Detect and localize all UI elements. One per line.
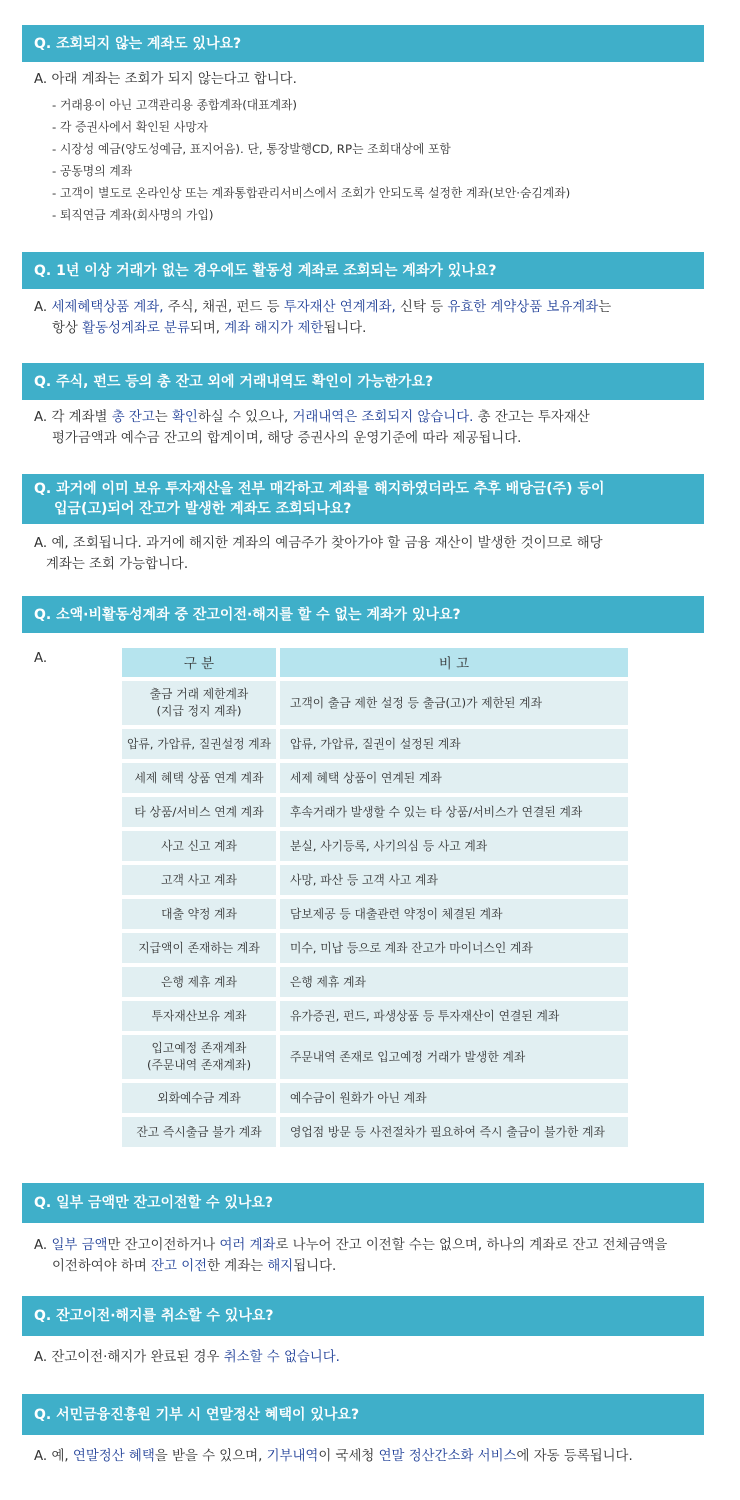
question-text: 입금(고)되어 잔고가 발생한 계좌도 조회되나요? [54, 501, 352, 517]
list-item: - 고객이 별도로 온라인상 또는 계좌통합관리서비스에서 조회가 안되도록 설정한 계좌(보안·숨김계좌) [52, 186, 571, 200]
highlight-text: 기부내역 [266, 1449, 319, 1464]
answer-text: 되며, [189, 321, 225, 336]
list-item: - 공동명의 계좌 [52, 164, 133, 178]
remark-cell: 예수금이 원화가 아닌 계좌 [280, 1083, 628, 1113]
question-text: Q. 잔고이전·해지를 취소할 수 있나요? [34, 1308, 274, 1324]
remark-cell: 세제 혜택 상품이 연계된 계좌 [280, 763, 628, 793]
table-row [122, 1083, 628, 1113]
faq-answer-6 [34, 1235, 710, 1277]
list-item: - 각 증권사에서 확인된 사망자 [52, 120, 209, 134]
answer-text: 평가금액과 예수금 잔고의 합계이며, 해당 증권사의 운영기준에 따라 제공됩니다. [52, 431, 522, 446]
answer-line [34, 428, 710, 449]
remark-cell: 미수, 미납 등으로 계좌 잔고가 마이너스인 계좌 [280, 933, 628, 963]
faq-question-5 [22, 596, 704, 633]
answer-text: 이 국세청 [318, 1449, 379, 1464]
category-subtext: (주문내역 존재계좌) [146, 1058, 252, 1072]
question-text: Q. 과거에 이미 보유 투자재산을 전부 매각하고 계좌를 해지하였더라도 추후 배당금(주) 등이 [34, 481, 605, 497]
table-row [122, 797, 628, 827]
table-row [122, 831, 628, 861]
faq-question-7 [22, 1296, 704, 1336]
faq-answer-3 [34, 407, 710, 449]
answer-line [34, 1347, 710, 1368]
answer-text: A. 아래 계좌는 조회가 되지 않는다고 합니다. [34, 72, 297, 87]
category-cell: 고객 사고 계좌 [122, 865, 276, 895]
faq-question-1 [22, 25, 704, 62]
answer-text: 항상 [52, 321, 83, 336]
table-row [122, 865, 628, 895]
category-cell [122, 1035, 276, 1079]
faq-question-6 [22, 1183, 704, 1223]
table-row [122, 1001, 628, 1031]
category-cell: 투자재산보유 계좌 [122, 1001, 276, 1031]
non-queried-account-list [52, 94, 570, 226]
remark-cell: 압류, 가압류, 질권이 설정된 계좌 [280, 729, 628, 759]
answer-text: 한 계좌는 [207, 1259, 268, 1274]
highlight-text: 유효한 계약상품 보유계좌 [447, 300, 599, 315]
answer-text: 총 잔고는 투자재산 [473, 410, 590, 425]
answer-text: A. 예, [34, 1449, 73, 1464]
table-row [122, 1035, 628, 1079]
table-row [122, 729, 628, 759]
answer-text: 만 잔고이전하거나 [107, 1238, 220, 1253]
faq-question-4 [22, 474, 704, 524]
faq-answer-1 [34, 69, 710, 90]
answer-text: 주식, 채권, 펀드 등 [163, 300, 284, 315]
answer-text: 을 받을 수 있으며, [154, 1449, 267, 1464]
answer-text: 이전하여야 하며 [52, 1259, 152, 1274]
table-header: 구 분 [122, 648, 276, 677]
answer-line [34, 297, 710, 318]
table-header-row [122, 648, 628, 677]
highlight-text: 투자재산 연계계좌, [283, 300, 396, 315]
restricted-accounts-table [118, 644, 632, 1151]
answer-line [34, 318, 710, 339]
table-row [122, 763, 628, 793]
table-header: 비 고 [280, 648, 628, 677]
remark-cell: 담보제공 등 대출관련 약정이 체결된 계좌 [280, 899, 628, 929]
remark-cell: 고객이 출금 제한 설정 등 출금(고)가 제한된 계좌 [280, 681, 628, 725]
category-cell [122, 681, 276, 725]
highlight-text: 거래내역은 조회되지 않습니다. [292, 410, 474, 425]
highlight-text: 연말 정산간소화 서비스 [378, 1449, 517, 1464]
highlight-text: 확인 [171, 410, 198, 425]
answer-text: A. [34, 1238, 52, 1253]
category-cell: 은행 제휴 계좌 [122, 967, 276, 997]
remark-cell: 후속거래가 발생할 수 있는 타 상품/서비스가 연결된 계좌 [280, 797, 628, 827]
answer-prefix: A. [34, 300, 52, 315]
answer-text: 는 [598, 300, 612, 315]
category-cell: 대출 약정 계좌 [122, 899, 276, 929]
category-cell: 외화예수금 계좌 [122, 1083, 276, 1113]
highlight-text: 일부 금액 [51, 1238, 108, 1253]
category-text: 출금 거래 제한계좌 [149, 687, 249, 701]
highlight-text: 취소할 수 없습니다. [223, 1350, 340, 1365]
answer-text: 로 나누어 잔고 이전할 수는 없으며, 하나의 계좌로 잔고 전체금액을 [275, 1238, 668, 1253]
faq-question-3 [22, 363, 704, 400]
category-subtext: (지급 정지 계좌) [156, 704, 242, 718]
answer-line [34, 1256, 710, 1277]
highlight-text: 잔고 이전 [151, 1259, 208, 1274]
category-cell: 타 상품/서비스 연계 계좌 [122, 797, 276, 827]
table-row [122, 681, 628, 725]
remark-cell: 유가증권, 펀드, 파생상품 등 투자재산이 연결된 계좌 [280, 1001, 628, 1031]
faq-question-2 [22, 252, 704, 289]
answer-line [34, 1235, 710, 1256]
answer-text: A. 예, 조회됩니다. 과거에 해지한 계좌의 예금주가 찾아가야 할 금융 재산이 발생한 것이므로 해당 [34, 536, 603, 551]
category-cell: 지급액이 존재하는 계좌 [122, 933, 276, 963]
list-item: - 거래용이 아닌 고객관리용 종합계좌(대표계좌) [52, 98, 297, 112]
answer-text: 는 [154, 410, 172, 425]
faq-question-8 [22, 1394, 704, 1435]
answer-text: 에 자동 등록됩니다. [516, 1449, 633, 1464]
question-text: Q. 조회되지 않는 계좌도 있나요? [34, 35, 242, 52]
highlight-text: 해지 [267, 1259, 294, 1274]
faq-answer-4 [34, 533, 710, 575]
category-text: 입고예정 존재계좌 [151, 1041, 247, 1055]
answer-text: 계좌는 조회 가능합니다. [46, 557, 189, 572]
highlight-text: 총 잔고 [111, 410, 155, 425]
highlight-text: 여러 계좌 [219, 1238, 276, 1253]
remark-cell: 주문내역 존재로 입고예정 거래가 발생한 계좌 [280, 1035, 628, 1079]
answer-line [34, 407, 710, 428]
answer-text: 됩니다. [293, 1259, 337, 1274]
question-text: Q. 소액·비활동성계좌 중 잔고이전·해지를 할 수 없는 계좌가 있나요? [34, 606, 461, 623]
faq-answer-7 [34, 1347, 710, 1368]
highlight-text: 계좌 해지가 제한 [224, 321, 324, 336]
remark-cell: 은행 제휴 계좌 [280, 967, 628, 997]
faq-answer-8 [34, 1446, 710, 1467]
answer-label: A. [34, 651, 48, 666]
category-cell: 사고 신고 계좌 [122, 831, 276, 861]
list-item: - 퇴직연금 계좌(회사명의 가입) [52, 208, 214, 222]
category-cell: 압류, 가압류, 질권설정 계좌 [122, 729, 276, 759]
question-text: Q. 서민금융진흥원 기부 시 연말정산 혜택이 있나요? [34, 1406, 360, 1423]
question-text: Q. 1년 이상 거래가 없는 경우에도 활동성 계좌로 조회되는 계좌가 있나요? [34, 262, 497, 279]
remark-cell: 분실, 사기등록, 사기의심 등 사고 계좌 [280, 831, 628, 861]
answer-line [34, 1446, 710, 1467]
remark-cell: 영업점 방문 등 사전절차가 필요하여 즉시 출금이 불가한 계좌 [280, 1117, 628, 1147]
table-row [122, 933, 628, 963]
highlight-text: 활동성계좌로 분류 [82, 321, 190, 336]
faq-answer-2 [34, 297, 710, 339]
highlight-text: 세제혜택상품 계좌, [51, 300, 164, 315]
table-row [122, 899, 628, 929]
category-cell: 잔고 즉시출금 불가 계좌 [122, 1117, 276, 1147]
answer-text: 하실 수 있으나, [197, 410, 293, 425]
answer-text: 됩니다. [323, 321, 367, 336]
answer-text: A. 잔고이전·해지가 완료된 경우 [34, 1350, 224, 1365]
remark-cell: 사망, 파산 등 고객 사고 계좌 [280, 865, 628, 895]
answer-text: A. 각 계좌별 [34, 410, 112, 425]
category-cell: 세제 혜택 상품 연계 계좌 [122, 763, 276, 793]
answer-text: 신탁 등 [395, 300, 448, 315]
table-row [122, 1117, 628, 1147]
table-row [122, 967, 628, 997]
question-text: Q. 일부 금액만 잔고이전할 수 있나요? [34, 1195, 274, 1211]
question-text: Q. 주식, 펀드 등의 총 잔고 외에 거래내역도 확인이 가능한가요? [34, 373, 434, 390]
list-item: - 시장성 예금(양도성예금, 표지어음). 단, 통장발행CD, RP는 조회대상에 포함 [52, 142, 451, 156]
highlight-text: 연말정산 혜택 [72, 1449, 155, 1464]
